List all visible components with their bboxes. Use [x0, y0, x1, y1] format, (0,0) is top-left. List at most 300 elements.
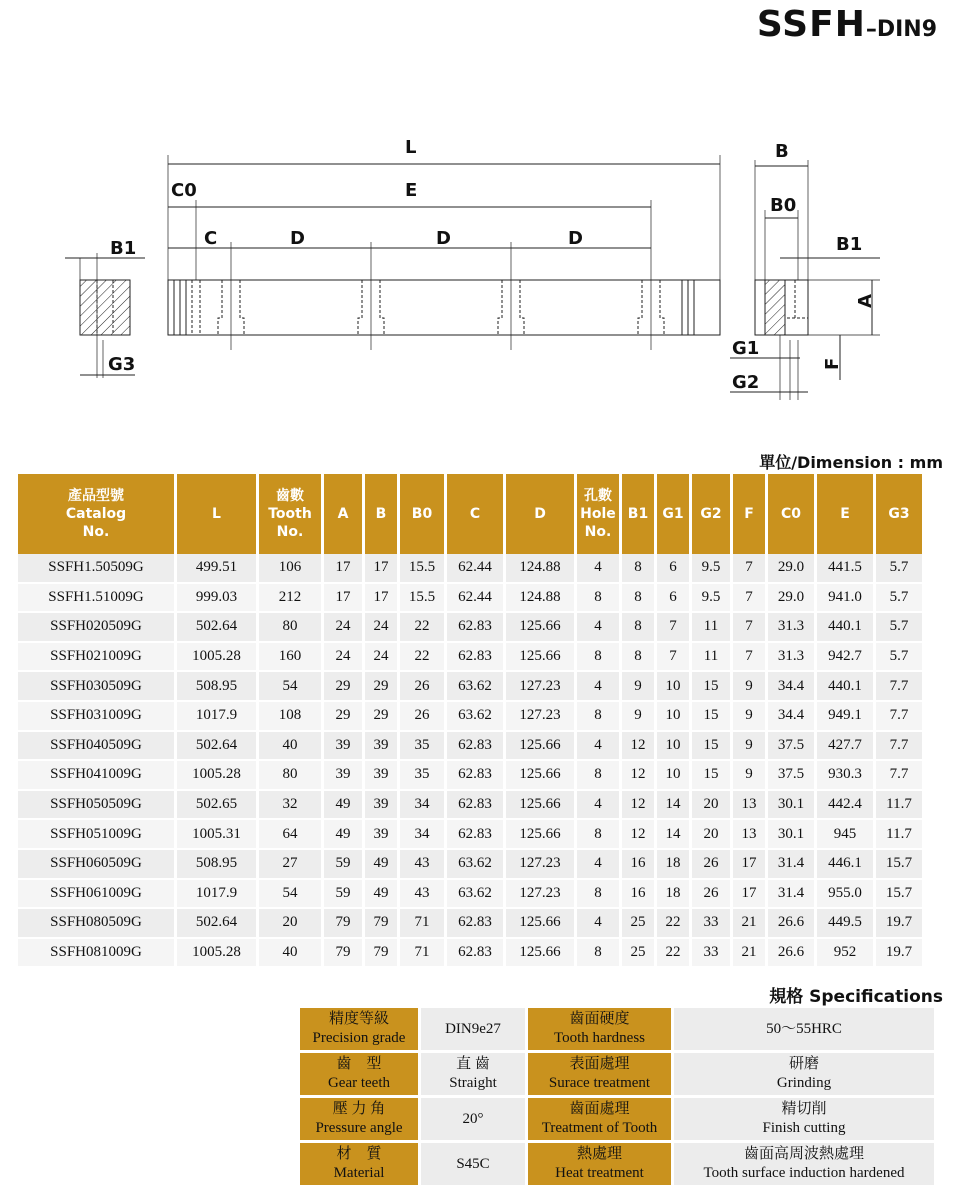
table-row	[18, 554, 922, 584]
table-cell: 508.95	[177, 672, 256, 702]
table-cell: 1005.28	[177, 643, 256, 673]
table-cell: 34	[400, 791, 444, 821]
product-series-title: SSFH	[756, 4, 866, 45]
table-header-row	[18, 474, 922, 554]
table-cell: 54	[259, 672, 321, 702]
table-cell: 212	[259, 584, 321, 614]
table-cell: 7	[733, 613, 765, 643]
table-cell: 7.7	[876, 761, 922, 791]
header-E: E	[817, 474, 873, 554]
table-cell: 20	[692, 791, 730, 821]
table-cell: 941.0	[817, 584, 873, 614]
table-cell: 15.5	[400, 554, 444, 584]
header-A: A	[324, 474, 362, 554]
table-cell: 127.23	[506, 702, 574, 732]
spec-label-tooth-treatment: 齒面處理 Treatment of Tooth	[528, 1098, 671, 1140]
table-cell: 5.7	[876, 584, 922, 614]
table-cell: SSFH1.51009G	[18, 584, 174, 614]
table-cell: 32	[259, 791, 321, 821]
table-cell: 62.83	[447, 761, 503, 791]
table-cell: 30.1	[768, 791, 814, 821]
table-cell: 39	[365, 791, 397, 821]
table-cell: 127.23	[506, 850, 574, 880]
table-cell: 12	[622, 761, 654, 791]
spec-value-precision: DIN9e27	[421, 1008, 525, 1050]
table-cell: 7.7	[876, 672, 922, 702]
table-cell: 21	[733, 909, 765, 939]
table-cell: 8	[622, 584, 654, 614]
table-cell: 19.7	[876, 909, 922, 939]
table-cell: 952	[817, 939, 873, 969]
table-cell: 62.83	[447, 791, 503, 821]
table-cell: 40	[259, 939, 321, 969]
table-cell: 1005.31	[177, 820, 256, 850]
header-C: C	[447, 474, 503, 554]
table-cell: 9	[733, 761, 765, 791]
table-row	[18, 672, 922, 702]
table-cell: 7	[657, 613, 689, 643]
table-cell: SSFH1.50509G	[18, 554, 174, 584]
table-cell: 502.65	[177, 791, 256, 821]
table-cell: SSFH030509G	[18, 672, 174, 702]
table-cell: 54	[259, 880, 321, 910]
table-cell: 12	[622, 791, 654, 821]
dim-D-2: D	[436, 228, 451, 249]
table-cell: 124.88	[506, 554, 574, 584]
table-cell: 26	[692, 850, 730, 880]
spec-value-tooth-treatment: 精切削 Finish cutting	[674, 1098, 934, 1140]
table-cell: 79	[365, 909, 397, 939]
table-cell: 79	[365, 939, 397, 969]
table-row	[18, 909, 922, 939]
table-cell: SSFH080509G	[18, 909, 174, 939]
table-row	[18, 702, 922, 732]
table-cell: 9.5	[692, 584, 730, 614]
table-cell: 4	[577, 850, 619, 880]
table-cell: 160	[259, 643, 321, 673]
table-cell: 4	[577, 909, 619, 939]
table-cell: SSFH081009G	[18, 939, 174, 969]
table-cell: 37.5	[768, 761, 814, 791]
table-cell: 40	[259, 732, 321, 762]
table-cell: 1017.9	[177, 702, 256, 732]
table-cell: 71	[400, 939, 444, 969]
table-cell: 24	[324, 643, 362, 673]
table-row	[18, 791, 922, 821]
table-cell: 8	[622, 643, 654, 673]
table-cell: 62.83	[447, 909, 503, 939]
table-cell: 17	[324, 554, 362, 584]
table-cell: 37.5	[768, 732, 814, 762]
table-cell: 18	[657, 850, 689, 880]
table-cell: 34.4	[768, 672, 814, 702]
table-row	[18, 732, 922, 762]
table-cell: 7	[733, 554, 765, 584]
table-cell: 440.1	[817, 672, 873, 702]
table-cell: 43	[400, 880, 444, 910]
dim-B1-right: B1	[836, 234, 863, 255]
table-cell: 15.5	[400, 584, 444, 614]
table-cell: 108	[259, 702, 321, 732]
table-cell: 499.51	[177, 554, 256, 584]
header-G3: G3	[876, 474, 922, 554]
dim-E: E	[405, 180, 418, 201]
table-cell: 80	[259, 761, 321, 791]
table-cell: 22	[657, 939, 689, 969]
table-cell: 999.03	[177, 584, 256, 614]
table-cell: 15.7	[876, 850, 922, 880]
table-cell: 62.44	[447, 554, 503, 584]
table-cell: 79	[324, 909, 362, 939]
table-cell: 15	[692, 732, 730, 762]
table-cell: 15.7	[876, 880, 922, 910]
table-cell: 440.1	[817, 613, 873, 643]
spec-value-hardness: 50～55HRC	[674, 1008, 934, 1050]
table-cell: 7.7	[876, 702, 922, 732]
table-cell: 7	[657, 643, 689, 673]
table-cell: 62.83	[447, 732, 503, 762]
table-cell: 127.23	[506, 672, 574, 702]
table-cell: 4	[577, 672, 619, 702]
table-cell: 63.62	[447, 702, 503, 732]
table-cell: 125.66	[506, 909, 574, 939]
table-cell: 11.7	[876, 791, 922, 821]
table-cell: 8	[577, 584, 619, 614]
table-cell: 62.83	[447, 613, 503, 643]
table-cell: 63.62	[447, 672, 503, 702]
table-cell: 39	[324, 732, 362, 762]
table-cell: 9	[733, 732, 765, 762]
dim-D-3: D	[568, 228, 583, 249]
dim-B1-left: B1	[110, 238, 137, 259]
table-cell: 8	[577, 643, 619, 673]
dim-A: A	[855, 294, 876, 308]
table-cell: SSFH040509G	[18, 732, 174, 762]
table-cell: 15	[692, 761, 730, 791]
table-cell: 14	[657, 791, 689, 821]
table-cell: 5.7	[876, 554, 922, 584]
spec-row	[300, 1008, 934, 1050]
table-cell: 29	[324, 672, 362, 702]
table-cell: 29	[324, 702, 362, 732]
spec-label-pressure-angle: 壓 力 角 Pressure angle	[300, 1098, 418, 1140]
table-cell: 71	[400, 909, 444, 939]
spec-label-surface: 表面處理 Surace treatment	[528, 1053, 671, 1095]
table-cell: SSFH020509G	[18, 613, 174, 643]
table-cell: 59	[324, 850, 362, 880]
table-cell: 29	[365, 672, 397, 702]
table-cell: 79	[324, 939, 362, 969]
dim-L: L	[405, 137, 417, 158]
table-cell: 502.64	[177, 613, 256, 643]
table-cell: 39	[324, 761, 362, 791]
table-cell: 17	[733, 880, 765, 910]
table-cell: 8	[622, 613, 654, 643]
header-catalog-no: 產品型號 Catalog No.	[18, 474, 174, 554]
table-cell: 35	[400, 761, 444, 791]
table-cell: SSFH050509G	[18, 791, 174, 821]
header-hole-no: 孔數 Hole No.	[577, 474, 619, 554]
page-title	[757, 4, 937, 45]
table-cell: 39	[365, 820, 397, 850]
table-cell: 446.1	[817, 850, 873, 880]
table-cell: 4	[577, 554, 619, 584]
table-cell: 31.4	[768, 850, 814, 880]
table-cell: 124.88	[506, 584, 574, 614]
spec-label-material: 材 質 Material	[300, 1143, 418, 1185]
dim-C-main: C	[204, 228, 218, 249]
table-cell: 26	[400, 672, 444, 702]
table-cell: 502.64	[177, 909, 256, 939]
dim-C0: C0	[171, 180, 197, 201]
header-G2: G2	[692, 474, 730, 554]
catalog-table-body	[18, 554, 922, 968]
table-cell: 26.6	[768, 909, 814, 939]
table-cell: 4	[577, 613, 619, 643]
header-L: L	[177, 474, 256, 554]
table-cell: 17	[733, 850, 765, 880]
specifications-title: 規格 Specifications	[769, 987, 943, 1007]
table-cell: 29.0	[768, 584, 814, 614]
dim-F: F	[822, 357, 843, 370]
table-cell: 24	[365, 613, 397, 643]
table-cell: 9	[733, 672, 765, 702]
table-cell: 942.7	[817, 643, 873, 673]
table-cell: 125.66	[506, 613, 574, 643]
table-cell: 125.66	[506, 643, 574, 673]
specifications-table	[297, 1005, 937, 1188]
table-cell: 5.7	[876, 613, 922, 643]
table-cell: SSFH060509G	[18, 850, 174, 880]
table-cell: 21	[733, 939, 765, 969]
table-cell: 49	[324, 791, 362, 821]
table-cell: 15	[692, 702, 730, 732]
table-cell: 18	[657, 880, 689, 910]
table-cell: 4	[577, 791, 619, 821]
table-row	[18, 939, 922, 969]
table-cell: 9	[733, 702, 765, 732]
table-cell: 24	[324, 613, 362, 643]
unit-label: 單位/Dimension : mm	[759, 453, 943, 472]
table-cell: 10	[657, 702, 689, 732]
table-cell: 4	[577, 732, 619, 762]
table-cell: 62.83	[447, 939, 503, 969]
table-cell: 125.66	[506, 820, 574, 850]
table-cell: SSFH021009G	[18, 643, 174, 673]
table-cell: 8	[622, 554, 654, 584]
table-row	[18, 613, 922, 643]
table-cell: 125.66	[506, 761, 574, 791]
table-cell: 13	[733, 791, 765, 821]
table-cell: SSFH061009G	[18, 880, 174, 910]
table-cell: 6	[657, 554, 689, 584]
table-cell: 34.4	[768, 702, 814, 732]
table-cell: 930.3	[817, 761, 873, 791]
table-cell: 29.0	[768, 554, 814, 584]
table-cell: 12	[622, 732, 654, 762]
table-cell: 7.7	[876, 732, 922, 762]
dim-G2: G2	[732, 372, 760, 393]
table-cell: 125.66	[506, 732, 574, 762]
table-cell: 20	[692, 820, 730, 850]
table-cell: 125.66	[506, 791, 574, 821]
table-cell: 27	[259, 850, 321, 880]
table-cell: 26.6	[768, 939, 814, 969]
table-row	[18, 584, 922, 614]
table-cell: 31.3	[768, 643, 814, 673]
spec-label-hardness: 齒面硬度 Tooth hardness	[528, 1008, 671, 1050]
dim-B0: B0	[770, 195, 797, 216]
table-cell: 10	[657, 672, 689, 702]
dim-D-1: D	[290, 228, 305, 249]
table-cell: 22	[400, 613, 444, 643]
table-cell: 29	[365, 702, 397, 732]
table-cell: 106	[259, 554, 321, 584]
table-cell: 22	[400, 643, 444, 673]
table-cell: 1017.9	[177, 880, 256, 910]
table-cell: 8	[577, 939, 619, 969]
table-cell: 26	[692, 880, 730, 910]
table-row	[18, 643, 922, 673]
table-cell: 9	[622, 702, 654, 732]
table-cell: 8	[577, 761, 619, 791]
table-cell: 59	[324, 880, 362, 910]
table-cell: 12	[622, 820, 654, 850]
spec-row	[300, 1143, 934, 1185]
table-cell: 441.5	[817, 554, 873, 584]
table-cell: 22	[657, 909, 689, 939]
table-cell: SSFH041009G	[18, 761, 174, 791]
table-cell: 43	[400, 850, 444, 880]
spec-value-gear-teeth: 直 齒 Straight	[421, 1053, 525, 1095]
table-cell: 8	[577, 820, 619, 850]
table-cell: 34	[400, 820, 444, 850]
table-cell: 30.1	[768, 820, 814, 850]
table-cell: 49	[365, 880, 397, 910]
spec-value-pressure-angle: 20°	[421, 1098, 525, 1140]
spec-value-heat: 齒面高周波熱處理 Tooth surface induction hardened	[674, 1143, 934, 1185]
dim-B: B	[775, 141, 789, 162]
table-cell: 20	[259, 909, 321, 939]
table-cell: 508.95	[177, 850, 256, 880]
table-cell: 442.4	[817, 791, 873, 821]
table-row	[18, 850, 922, 880]
table-cell: 9.5	[692, 554, 730, 584]
table-cell: 945	[817, 820, 873, 850]
header-B1: B1	[622, 474, 654, 554]
table-cell: 62.44	[447, 584, 503, 614]
table-cell: 35	[400, 732, 444, 762]
spec-label-gear-teeth: 齒 型 Gear teeth	[300, 1053, 418, 1095]
table-cell: 39	[365, 761, 397, 791]
table-cell: 33	[692, 909, 730, 939]
table-cell: 11.7	[876, 820, 922, 850]
table-cell: 1005.28	[177, 939, 256, 969]
table-cell: 26	[400, 702, 444, 732]
table-cell: 49	[324, 820, 362, 850]
spec-label-precision: 精度等級 Precision grade	[300, 1008, 418, 1050]
table-cell: 10	[657, 761, 689, 791]
spec-value-material: S45C	[421, 1143, 525, 1185]
header-C0: C0	[768, 474, 814, 554]
dim-G3: G3	[108, 354, 136, 375]
header-B: B	[365, 474, 397, 554]
table-cell: 25	[622, 909, 654, 939]
header-B0: B0	[400, 474, 444, 554]
table-cell: 6	[657, 584, 689, 614]
table-cell: 31.3	[768, 613, 814, 643]
table-cell: 17	[365, 584, 397, 614]
table-cell: 955.0	[817, 880, 873, 910]
table-cell: 427.7	[817, 732, 873, 762]
table-cell: 63.62	[447, 880, 503, 910]
table-cell: 16	[622, 880, 654, 910]
table-cell: 7	[733, 643, 765, 673]
table-cell: 13	[733, 820, 765, 850]
table-cell: 10	[657, 732, 689, 762]
table-cell: 15	[692, 672, 730, 702]
table-cell: 7	[733, 584, 765, 614]
spec-row	[300, 1053, 934, 1095]
table-cell: 49	[365, 850, 397, 880]
header-G1: G1	[657, 474, 689, 554]
table-cell: 24	[365, 643, 397, 673]
table-cell: 16	[622, 850, 654, 880]
technical-drawing	[0, 120, 957, 420]
table-row	[18, 880, 922, 910]
table-cell: 33	[692, 939, 730, 969]
table-cell: 80	[259, 613, 321, 643]
header-tooth-no: 齒數 Tooth No.	[259, 474, 321, 554]
table-cell: 25	[622, 939, 654, 969]
table-cell: 9	[622, 672, 654, 702]
header-D: D	[506, 474, 574, 554]
table-cell: 39	[365, 732, 397, 762]
table-cell: 5.7	[876, 643, 922, 673]
product-series-suffix: –DIN9	[865, 17, 937, 42]
table-cell: 14	[657, 820, 689, 850]
table-cell: 449.5	[817, 909, 873, 939]
table-cell: 63.62	[447, 850, 503, 880]
table-row	[18, 761, 922, 791]
header-F: F	[733, 474, 765, 554]
spec-row	[300, 1098, 934, 1140]
table-cell: 19.7	[876, 939, 922, 969]
table-cell: 31.4	[768, 880, 814, 910]
catalog-table	[15, 474, 925, 968]
table-cell: 17	[365, 554, 397, 584]
table-cell: 8	[577, 702, 619, 732]
table-cell: SSFH031009G	[18, 702, 174, 732]
table-cell: 1005.28	[177, 761, 256, 791]
table-row	[18, 820, 922, 850]
table-cell: 11	[692, 643, 730, 673]
table-cell: 11	[692, 613, 730, 643]
table-cell: 127.23	[506, 880, 574, 910]
table-cell: 8	[577, 880, 619, 910]
table-cell: 62.83	[447, 643, 503, 673]
table-cell: SSFH051009G	[18, 820, 174, 850]
table-cell: 949.1	[817, 702, 873, 732]
right-side-view	[730, 160, 880, 400]
table-cell: 17	[324, 584, 362, 614]
table-cell: 502.64	[177, 732, 256, 762]
dim-G1: G1	[732, 338, 760, 359]
table-cell: 125.66	[506, 939, 574, 969]
spec-value-surface: 研磨 Grinding	[674, 1053, 934, 1095]
table-cell: 64	[259, 820, 321, 850]
spec-label-heat: 熱處理 Heat treatment	[528, 1143, 671, 1185]
